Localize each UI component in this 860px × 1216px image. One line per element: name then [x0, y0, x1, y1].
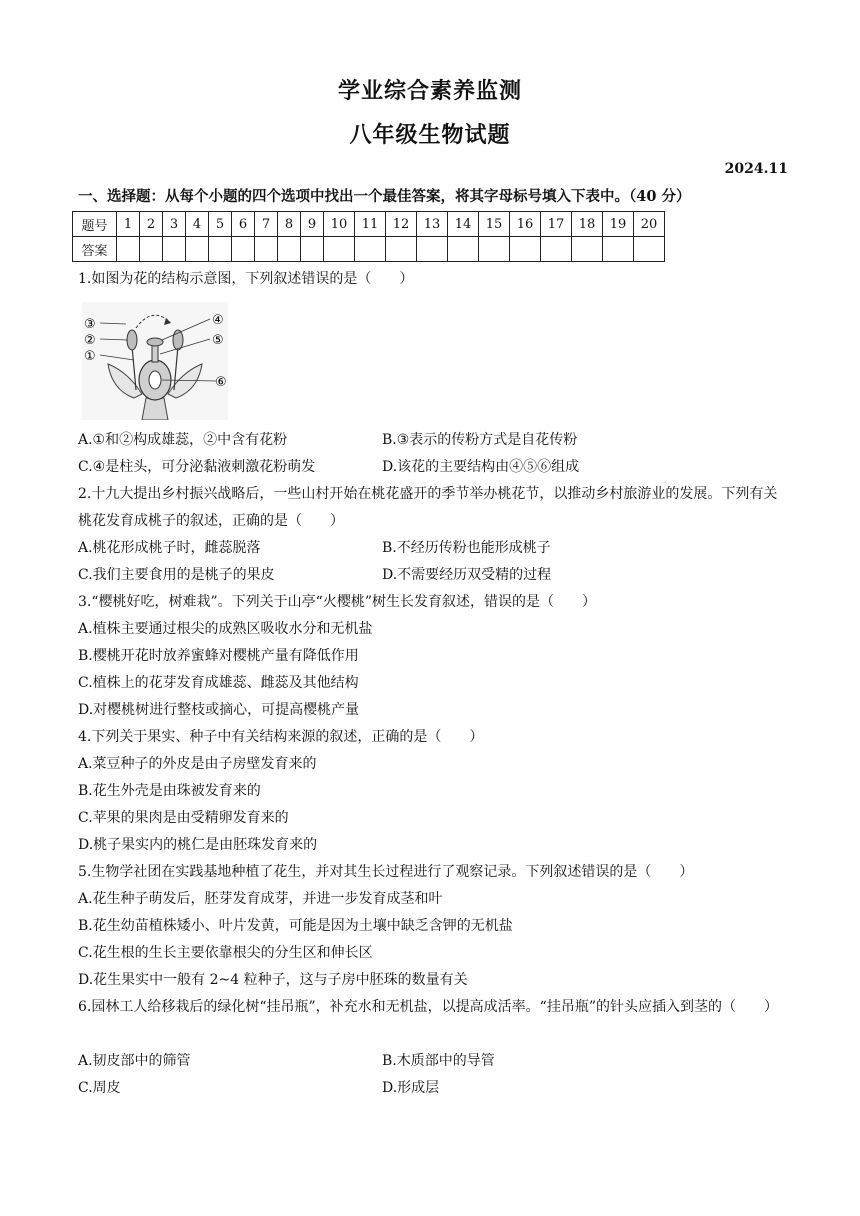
question-3-option-b[interactable]: B.樱桃开花时放养蜜蜂对樱桃产量有降低作用	[78, 648, 359, 664]
question-2-option-b[interactable]: B.不经历传粉也能形成桃子	[382, 540, 551, 556]
style-shape	[152, 344, 158, 362]
answer-cell[interactable]	[117, 237, 140, 262]
question-number-cell: 12	[386, 212, 417, 237]
question-6-option-c[interactable]: C.周皮	[78, 1080, 121, 1096]
question-number-cell: 6	[232, 212, 255, 237]
answer-cell[interactable]	[186, 237, 209, 262]
answer-cell[interactable]	[255, 237, 278, 262]
answer-cell[interactable]	[417, 237, 448, 262]
question-3-option-c[interactable]: C.植株上的花芽发育成雄蕊、雌蕊及其他结构	[78, 675, 359, 691]
question-1-stem: 1.如图为花的结构示意图，下列叙述错误的是（ ）	[78, 271, 414, 287]
question-6-option-b[interactable]: B.木质部中的导管	[382, 1053, 495, 1069]
question-number-cell: 9	[301, 212, 324, 237]
answer-cell[interactable]	[163, 237, 186, 262]
question-number-cell: 8	[278, 212, 301, 237]
question-number-cell: 18	[572, 212, 603, 237]
question-5-option-a[interactable]: A.花生种子萌发后，胚芽发育成芽，并进一步发育成茎和叶	[78, 891, 443, 907]
question-number-cell: 13	[417, 212, 448, 237]
question-5-stem: 5.生物学社团在实践基地种植了花生，并对其生长过程进行了观察记录。下列叙述错误的是（ ）	[78, 864, 694, 880]
question-4-stem: 4.下列关于果实、种子中有关结构来源的叙述，正确的是（ ）	[78, 729, 484, 745]
answer-cell[interactable]	[479, 237, 510, 262]
answer-cell[interactable]	[603, 237, 634, 262]
flower-structure-diagram	[82, 302, 228, 420]
answer-cell[interactable]	[541, 237, 572, 262]
question-number-cell: 19	[603, 212, 634, 237]
question-5-option-d[interactable]: D.花生果实中一般有 2~4 粒种子，这与子房中胚珠的数量有关	[78, 972, 468, 988]
answer-table	[72, 211, 665, 262]
exam-date: 2024.11	[724, 161, 788, 177]
question-2-stem: 2.十九大提出乡村振兴战略后，一些山村开始在桃花盛开的季节举办桃花节，以推动乡村旅游业的发展。下列有关桃花发育成桃子的叙述，正确的是（ ）	[78, 486, 778, 529]
answer-table-number-row	[73, 212, 665, 237]
diagram-label: ③	[84, 317, 96, 332]
exam-title: 学业综合素养监测	[337, 78, 522, 104]
question-3-option-d[interactable]: D.对樱桃树进行整枝或摘心，可提高樱桃产量	[78, 702, 360, 718]
question-number-cell: 2	[140, 212, 163, 237]
question-4-option-a[interactable]: A.菜豆种子的外皮是由子房壁发育来的	[78, 756, 317, 772]
stigma-shape	[147, 338, 163, 346]
answer-cell[interactable]	[324, 237, 355, 262]
question-1-option-c[interactable]: C.④是柱头，可分泌黏液刺激花粉萌发	[78, 459, 316, 475]
question-number-cell: 10	[324, 212, 355, 237]
question-4-option-c[interactable]: C.苹果的果肉是由受精卵发育来的	[78, 810, 289, 826]
ovule-shape	[149, 371, 161, 389]
question-5-option-b[interactable]: B.花生幼苗植株矮小、叶片发黄，可能是因为土壤中缺乏含钾的无机盐	[78, 918, 513, 934]
stem-shape	[142, 398, 168, 420]
answer-cell[interactable]	[448, 237, 479, 262]
question-6-option-d[interactable]: D.形成层	[382, 1080, 440, 1096]
question-number-cell: 7	[255, 212, 278, 237]
question-number-cell: 3	[163, 212, 186, 237]
diagram-label: ①	[84, 349, 96, 364]
question-number-cell: 15	[479, 212, 510, 237]
diagram-label: ②	[84, 333, 96, 348]
question-5-option-c[interactable]: C.花生根的生长主要依靠根尖的分生区和伸长区	[78, 945, 373, 961]
answer-cell[interactable]	[386, 237, 417, 262]
diagram-label: ⑥	[215, 375, 227, 390]
question-number-cell: 16	[510, 212, 541, 237]
answer-cell[interactable]	[510, 237, 541, 262]
answer-cell[interactable]	[634, 237, 665, 262]
question-2-option-c[interactable]: C.我们主要食用的是桃子的果皮	[78, 567, 275, 583]
question-3-stem: 3.“樱桃好吃，树难栽”。下列关于山亭“火樱桃”树生长发育叙述，错误的是（ ）	[78, 594, 596, 610]
question-6-stem: 6.园林工人给移栽后的绿化树“挂吊瓶”，补充水和无机盐，以提高成活率。“挂吊瓶”的针头应插入到茎的（ ）	[78, 999, 778, 1015]
diagram-label: ④	[212, 313, 224, 328]
answer-table-row-label: 题号	[73, 212, 117, 237]
answer-cell[interactable]	[278, 237, 301, 262]
question-4-option-d[interactable]: D.桃子果实内的桃仁是由胚珠发育来的	[78, 837, 318, 853]
question-number-cell: 17	[541, 212, 572, 237]
question-3-option-a[interactable]: A.植株主要通过根尖的成熟区吸收水分和无机盐	[78, 621, 373, 637]
answer-cell[interactable]	[140, 237, 163, 262]
left-anther-shape	[127, 330, 137, 350]
exam-subtitle: 八年级生物试题	[349, 122, 511, 148]
answer-cell[interactable]	[209, 237, 232, 262]
question-1-option-a[interactable]: A.①和②构成雄蕊，②中含有花粉	[78, 432, 288, 448]
diagram-label: ⑤	[212, 333, 224, 348]
question-1-option-d[interactable]: D.该花的主要结构由④⑤⑥组成	[382, 459, 580, 475]
answer-table-row-label: 答案	[73, 237, 117, 262]
question-number-cell: 14	[448, 212, 479, 237]
answer-cell[interactable]	[572, 237, 603, 262]
answer-cell[interactable]	[301, 237, 324, 262]
question-2-option-a[interactable]: A.桃花形成桃子时，雌蕊脱落	[78, 540, 261, 556]
answer-cell[interactable]	[355, 237, 386, 262]
question-number-cell: 20	[634, 212, 665, 237]
question-2-option-d[interactable]: D.不需要经历双受精的过程	[382, 567, 552, 583]
answer-cell[interactable]	[232, 237, 255, 262]
question-number-cell: 1	[117, 212, 140, 237]
question-number-cell: 5	[209, 212, 232, 237]
question-6-option-a[interactable]: A.韧皮部中的筛管	[78, 1053, 191, 1069]
answer-table-answer-row	[73, 237, 665, 262]
question-number-cell: 4	[186, 212, 209, 237]
section-heading: 一、选择题：从每个小题的四个选项中找出一个最佳答案，将其字母标号填入下表中。（40 分）	[78, 188, 691, 205]
question-number-cell: 11	[355, 212, 386, 237]
question-1-option-b[interactable]: B.③表示的传粉方式是自花传粉	[382, 432, 578, 448]
question-4-option-b[interactable]: B.花生外壳是由珠被发育来的	[78, 783, 261, 799]
